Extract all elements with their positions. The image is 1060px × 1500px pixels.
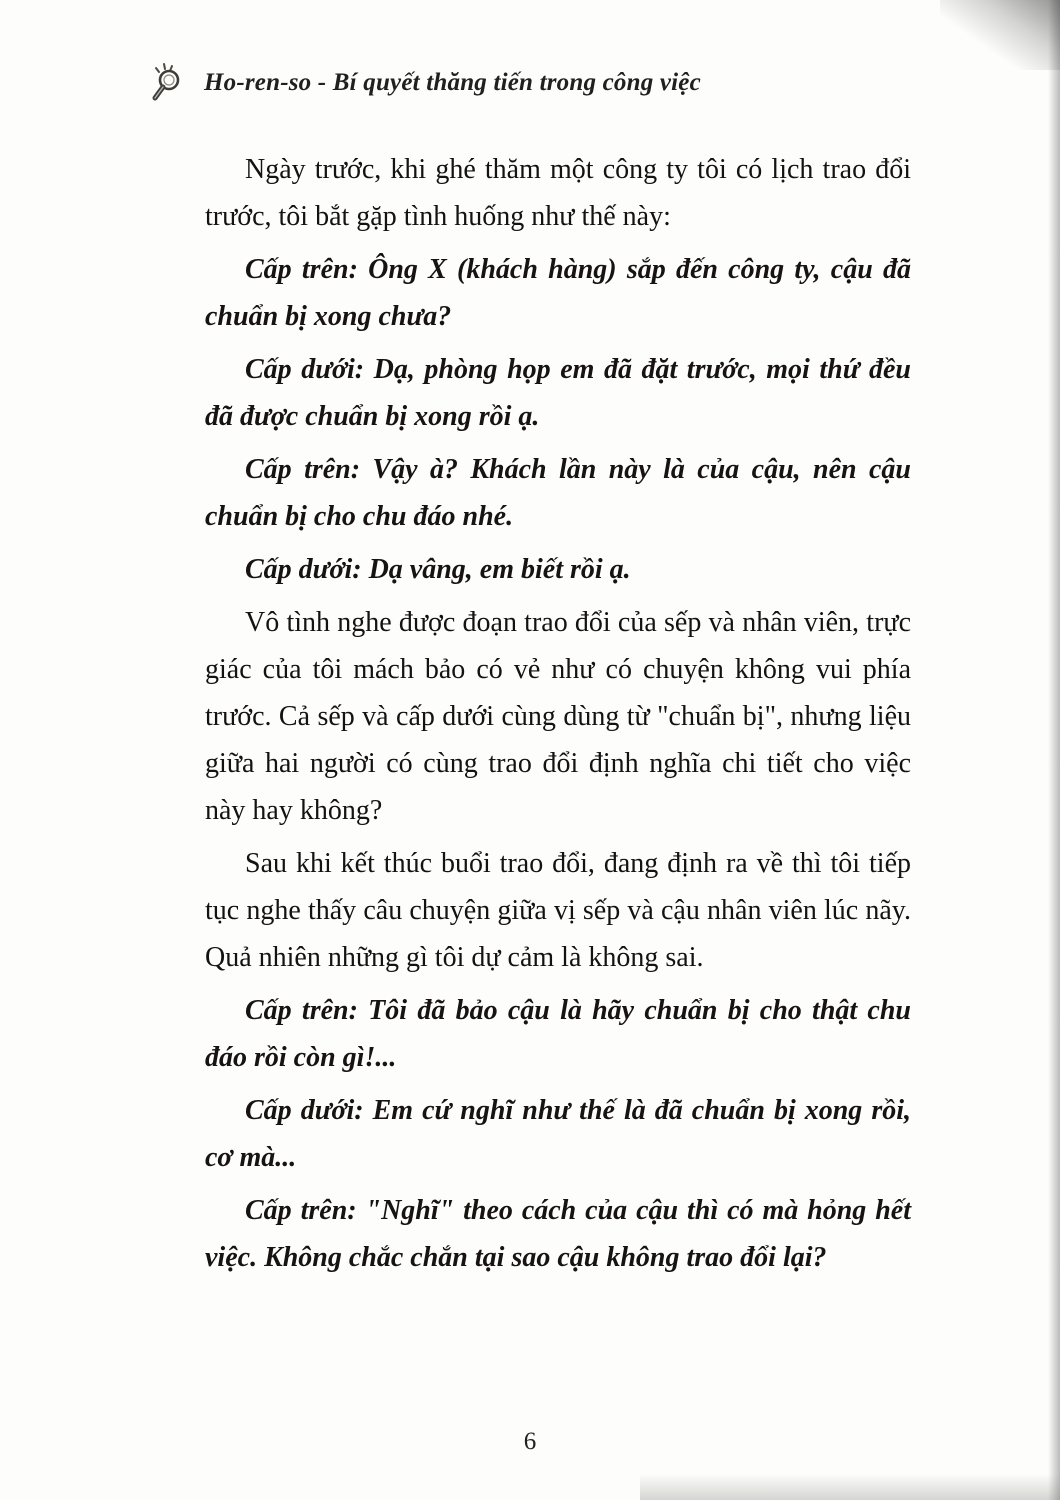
page-footer <box>0 1428 1060 1456</box>
running-header-title: Ho-ren-so - Bí quyết thăng tiến trong công việc <box>204 69 701 96</box>
paragraph-intro: Ngày trước, khi ghé thăm một công ty tôi có lịch trao đổi trước, tôi bắt gặp tình huống như thế này: <box>205 154 911 232</box>
page-body <box>205 146 911 1287</box>
running-header <box>146 62 701 104</box>
scan-smudge <box>640 1474 1060 1500</box>
dialogue-boss-3: Cấp trên: Tôi đã bảo cậu là hãy chuẩn bị cho thật chu đáo rồi còn gì!... <box>205 995 911 1073</box>
dialogue-subordinate-3: Cấp dưới: Em cứ nghĩ như thế là đã chuẩn bị xong rồi, cơ mà... <box>205 1095 911 1173</box>
magnifier-icon <box>146 62 192 104</box>
dialogue-boss-2: Cấp trên: Vậy à? Khách lần này là của cậu, nên cậu chuẩn bị cho chu đáo nhé. <box>205 454 911 532</box>
page-number: 6 <box>523 1428 537 1455</box>
dialogue-boss-4: Cấp trên: "Nghĩ" theo cách của cậu thì có mà hỏng hết việc. Không chắc chắn tại sao cậu không trao đổi lại? <box>205 1195 911 1273</box>
dialogue-subordinate-1: Cấp dưới: Dạ, phòng họp em đã đặt trước, mọi thứ đều đã được chuẩn bị xong rồi ạ. <box>205 354 911 432</box>
dialogue-subordinate-2: Cấp dưới: Dạ vâng, em biết rồi ạ. <box>245 554 631 585</box>
scan-shadow-corner <box>940 0 1060 70</box>
paragraph-followup: Sau khi kết thúc buổi trao đổi, đang định ra về thì tôi tiếp tục nghe thấy câu chuyện giữa vị sếp và cậu nhân viên lúc nãy. Quả nhiên những gì tôi dự cảm là không sai. <box>205 848 911 973</box>
paragraph-observation: Vô tình nghe được đoạn trao đổi của sếp và nhân viên, trực giác của tôi mách bảo có vẻ như có chuyện không vui phía trước. Cả sếp và cấp dưới cùng dùng từ "chuẩn bị", nhưng liệu giữa hai người có cùng trao đổi định nghĩa chi tiết cho việc này hay không? <box>205 607 911 826</box>
scan-shadow-edge <box>1048 0 1060 1500</box>
dialogue-boss-1: Cấp trên: Ông X (khách hàng) sắp đến công ty, cậu đã chuẩn bị xong chưa? <box>205 254 911 332</box>
